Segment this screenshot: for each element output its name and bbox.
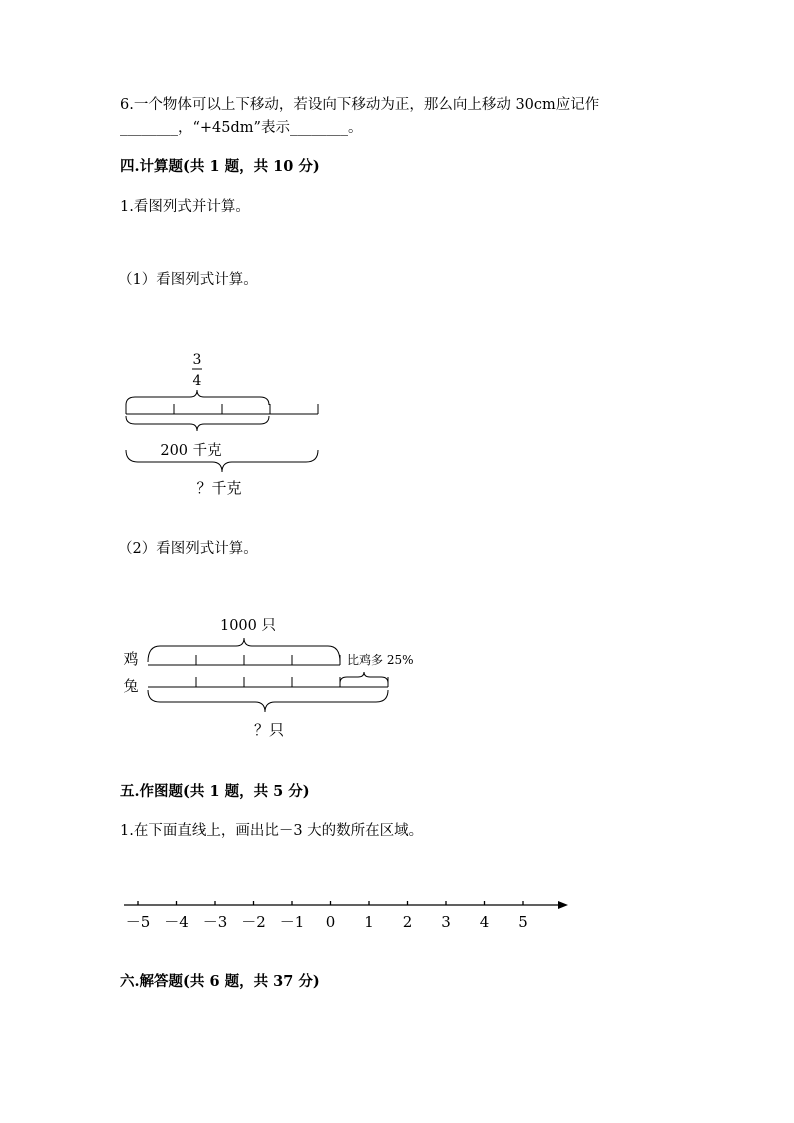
- section-6-heading: 六.解答题(共 6 题，共 37 分): [120, 973, 320, 990]
- weight-label: 200 千克: [160, 443, 222, 459]
- question-6-line2: ________，“+45dm”表示________。: [120, 120, 363, 136]
- section-4-question-1: 1.看图列式并计算。: [120, 199, 250, 215]
- number-line-label: 3: [441, 913, 451, 931]
- bottom-brace: [126, 450, 318, 472]
- number-line-label: 0: [325, 913, 336, 931]
- number-line-label: 4: [479, 913, 490, 931]
- number-line-label: 1: [364, 913, 374, 931]
- sub-question-2-label: （2）看图列式计算。: [118, 541, 258, 557]
- unknown-weight-label: ？千克: [196, 479, 242, 497]
- number-line-label: －5: [125, 913, 151, 931]
- fraction-denominator: 4: [192, 373, 202, 389]
- section-5-question-1: 1.在下面直线上，画出比－3 大的数所在区域。: [120, 823, 424, 839]
- section-5-heading: 五.作图题(共 1 题，共 5 分): [120, 783, 310, 800]
- sub-question-1-label: （1）看图列式计算。: [118, 272, 258, 288]
- number-line-label: －3: [202, 913, 228, 931]
- chicken-total-label: 1000 只: [219, 618, 277, 634]
- number-line-label: －4: [164, 913, 189, 931]
- rabbit-brace: [148, 690, 388, 712]
- number-line-arrow: [558, 901, 568, 909]
- extra-brace: [340, 672, 388, 683]
- fraction-numerator: 3: [192, 352, 202, 368]
- middle-brace: [126, 416, 269, 431]
- rabbit-label: 兔: [123, 677, 139, 695]
- question-6-line1: 6.一个物体可以上下移动，若设向下移动为正，那么向上移动 30cm应记作: [120, 97, 600, 113]
- chicken-brace: [148, 638, 340, 662]
- number-line-label: 5: [518, 913, 528, 931]
- number-line-label: 2: [402, 913, 413, 931]
- chicken-label: 鸡: [123, 650, 139, 668]
- more-percent-label: 比鸡多 25%: [347, 653, 414, 667]
- top-brace: [126, 390, 269, 405]
- number-line-label: －1: [279, 913, 305, 931]
- unknown-count-label: ？只: [253, 721, 285, 739]
- section-4-heading: 四.计算题(共 1 题，共 10 分): [120, 158, 320, 175]
- number-line-label: －2: [241, 913, 266, 931]
